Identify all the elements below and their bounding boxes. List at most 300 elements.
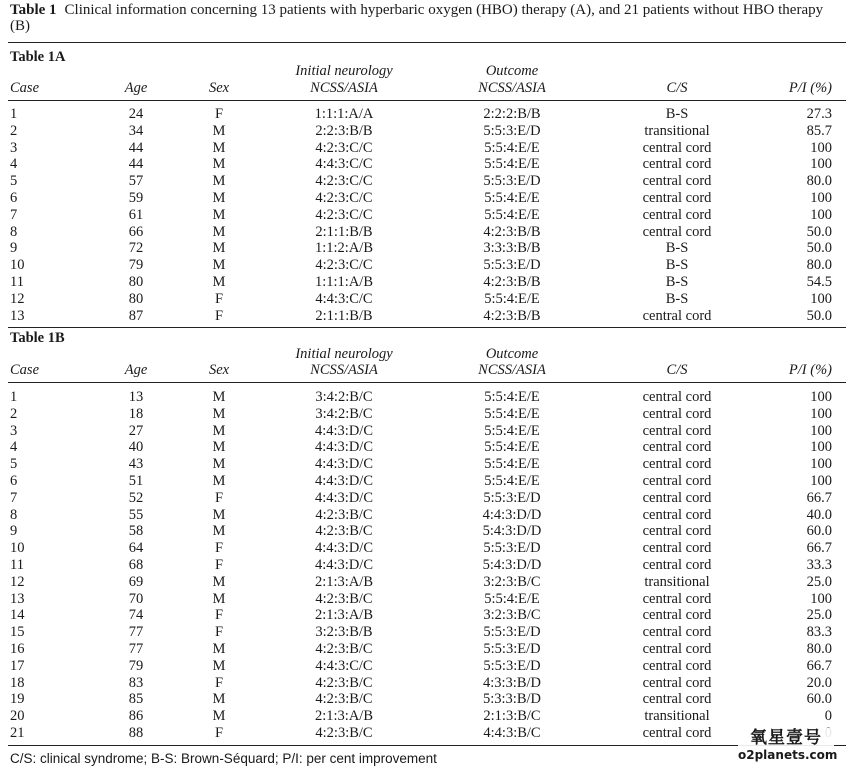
cell-case: 16 xyxy=(10,640,25,657)
cell-age: 77 xyxy=(128,624,144,641)
cell-cs: central cord xyxy=(642,472,712,489)
cell-sex: M xyxy=(212,472,226,489)
cell-case: 5 xyxy=(10,456,18,473)
header-initial-scale: NCSS/ASIA xyxy=(310,362,378,378)
cell-cs: transitional xyxy=(644,708,710,725)
table-row xyxy=(0,725,853,742)
cell-outcome: 5:5:3:E/D xyxy=(483,640,541,657)
cell-case: 6 xyxy=(10,189,18,206)
table-row xyxy=(0,675,853,692)
cell-pi: 100 xyxy=(810,206,832,223)
cell-cs: central cord xyxy=(642,422,712,439)
cell-age: 64 xyxy=(128,540,144,557)
cell-sex: M xyxy=(212,456,226,473)
cell-initial: 4:4:3:C/C xyxy=(315,156,373,173)
cell-cs: central cord xyxy=(642,439,712,456)
cell-age: 79 xyxy=(128,657,144,674)
footnote: C/S: clinical syndrome; B-S: Brown-Séquard; P/I: per cent improvement xyxy=(10,751,437,766)
cell-outcome: 4:4:3:B/C xyxy=(483,724,541,741)
cell-pi: 66.7 xyxy=(806,540,832,557)
cell-initial: 2:1:3:A/B xyxy=(314,708,374,725)
cell-initial: 4:2:3:B/C xyxy=(315,640,373,657)
cell-pi: 25.0 xyxy=(806,573,832,590)
cell-cs: central cord xyxy=(642,506,712,523)
cell-initial: 4:2:3:B/C xyxy=(315,590,373,607)
table-bottom-rule xyxy=(8,745,846,746)
cell-age: 44 xyxy=(128,139,144,156)
cell-cs: central cord xyxy=(642,206,712,223)
header-pi: P/I (%) xyxy=(788,80,832,96)
table-row xyxy=(0,123,853,140)
cell-cs: central cord xyxy=(642,307,712,324)
cell-sex: M xyxy=(212,189,226,206)
cell-outcome: 5:3:3:B/D xyxy=(482,691,542,708)
table-row xyxy=(0,140,853,157)
cell-cs: central cord xyxy=(642,156,712,173)
table-row xyxy=(0,607,853,624)
cell-outcome: 5:5:4:E/E xyxy=(484,590,540,607)
cell-sex: M xyxy=(212,223,226,240)
top-rule xyxy=(8,42,846,43)
cell-outcome: 5:5:3:E/D xyxy=(483,624,541,641)
table-row xyxy=(0,591,853,608)
cell-outcome: 5:5:4:E/E xyxy=(484,472,540,489)
cell-initial: 3:4:2:B/C xyxy=(315,389,373,405)
cell-outcome: 2:2:2:B/B xyxy=(483,106,541,122)
cell-case: 7 xyxy=(10,206,18,223)
cell-case: 12 xyxy=(10,573,25,590)
cell-sex: F xyxy=(214,307,224,324)
cell-outcome: 3:2:3:B/C xyxy=(483,607,541,624)
cell-initial: 2:1:1:B/B xyxy=(315,223,373,240)
cell-cs: B-S xyxy=(665,290,689,307)
cell-sex: M xyxy=(212,257,226,274)
cell-age: 57 xyxy=(128,173,144,190)
cell-case: 18 xyxy=(10,674,25,691)
cell-case: 21 xyxy=(10,724,25,741)
table-row xyxy=(0,173,853,190)
cell-pi: 25.0 xyxy=(806,607,832,624)
table-row xyxy=(0,490,853,507)
header-sex: Sex xyxy=(208,80,230,96)
table-caption xyxy=(10,2,845,34)
cell-sex: F xyxy=(214,290,224,307)
cell-cs: central cord xyxy=(642,724,712,741)
table-row xyxy=(0,641,853,658)
cell-age: 88 xyxy=(128,724,144,741)
cell-initial: 1:1:2:A/B xyxy=(314,240,374,257)
header-pi: P/I (%) xyxy=(788,362,832,378)
cell-sex: M xyxy=(212,240,226,257)
cell-age: 52 xyxy=(128,489,144,506)
cell-sex: M xyxy=(212,405,226,422)
cell-case: 10 xyxy=(10,540,25,557)
table-row xyxy=(0,540,853,557)
cell-sex: M xyxy=(212,206,226,223)
cell-pi: 100 xyxy=(810,590,832,607)
table-1a-header-rule xyxy=(8,100,846,101)
cell-outcome: 3:2:3:B/C xyxy=(483,573,541,590)
cell-initial: 4:2:3:C/C xyxy=(315,189,373,206)
cell-cs: central cord xyxy=(642,405,712,422)
cell-outcome: 5:5:3:E/D xyxy=(483,489,541,506)
cell-age: 59 xyxy=(128,189,144,206)
cell-case: 2 xyxy=(10,122,18,139)
cell-pi: 80.0 xyxy=(806,257,832,274)
header-initial-neurology: Initial neurology xyxy=(295,346,393,362)
cell-sex: M xyxy=(212,139,226,156)
cell-cs: central cord xyxy=(642,456,712,473)
cell-initial: 4:2:3:C/C xyxy=(315,257,373,274)
cell-case: 1 xyxy=(10,106,18,122)
cell-age: 86 xyxy=(128,708,144,725)
cell-sex: M xyxy=(212,708,226,725)
cell-outcome: 5:5:3:E/D xyxy=(483,173,541,190)
cell-age: 27 xyxy=(128,422,144,439)
cell-cs: central cord xyxy=(642,674,712,691)
cell-case: 8 xyxy=(10,223,18,240)
cell-outcome: 3:3:3:B/B xyxy=(483,240,541,257)
cell-initial: 4:2:3:B/C xyxy=(315,724,373,741)
cell-initial: 4:2:3:B/C xyxy=(315,506,373,523)
header-age: Age xyxy=(124,80,148,96)
table-row xyxy=(0,291,853,308)
cell-initial: 4:4:3:D/C xyxy=(314,540,374,557)
cell-pi: 100 xyxy=(810,472,832,489)
cell-initial: 1:1:1:A/A xyxy=(314,106,374,122)
cell-case: 4 xyxy=(10,439,18,456)
table-1b-header-rule xyxy=(8,382,846,383)
cell-outcome: 5:5:4:E/E xyxy=(484,405,540,422)
cell-age: 66 xyxy=(128,223,144,240)
cell-cs: central cord xyxy=(642,624,712,641)
cell-cs: central cord xyxy=(642,223,712,240)
table-row xyxy=(0,507,853,524)
header-outcome-scale: NCSS/ASIA xyxy=(478,362,546,378)
cell-outcome: 4:2:3:B/B xyxy=(483,223,541,240)
cell-age: 44 xyxy=(128,156,144,173)
watermark-chinese: 氧星壹号 xyxy=(750,728,822,748)
cell-pi: 60.0 xyxy=(806,523,832,540)
header-initial-neurology: Initial neurology xyxy=(295,63,393,79)
cell-age: 61 xyxy=(128,206,144,223)
watermark-url: o2planets.com xyxy=(738,748,838,762)
cell-initial: 2:1:3:A/B xyxy=(314,573,374,590)
cell-pi: 100 xyxy=(810,422,832,439)
table-1b-title: Table 1B xyxy=(10,330,65,346)
table-row xyxy=(0,574,853,591)
cell-case: 3 xyxy=(10,422,18,439)
cell-outcome: 4:2:3:B/B xyxy=(483,273,541,290)
cell-age: 87 xyxy=(128,307,144,324)
table-row xyxy=(0,156,853,173)
cell-age: 13 xyxy=(128,389,144,405)
cell-initial: 4:2:3:B/C xyxy=(315,523,373,540)
cell-sex: M xyxy=(212,523,226,540)
cell-sex: F xyxy=(214,607,224,624)
cell-age: 72 xyxy=(128,240,144,257)
cell-cs: central cord xyxy=(642,173,712,190)
table-row xyxy=(0,658,853,675)
cell-outcome: 5:5:4:E/E xyxy=(484,139,540,156)
cell-outcome: 5:5:4:E/E xyxy=(484,439,540,456)
cell-cs: central cord xyxy=(642,607,712,624)
cell-cs: transitional xyxy=(644,122,710,139)
cell-initial: 1:1:1:A/B xyxy=(314,273,374,290)
cell-pi: 80.0 xyxy=(806,640,832,657)
cell-cs: central cord xyxy=(642,523,712,540)
table-row xyxy=(0,708,853,725)
table-row xyxy=(0,308,853,325)
cell-initial: 4:4:3:D/C xyxy=(314,556,374,573)
cell-age: 58 xyxy=(128,523,144,540)
cell-case: 11 xyxy=(10,273,24,290)
table-row xyxy=(0,423,853,440)
cell-pi: 20.0 xyxy=(806,674,832,691)
cell-cs: central cord xyxy=(642,489,712,506)
cell-sex: M xyxy=(212,389,226,405)
cell-case: 14 xyxy=(10,607,25,624)
cell-initial: 4:2:3:C/C xyxy=(315,173,373,190)
cell-outcome: 2:1:3:B/C xyxy=(483,708,541,725)
cell-case: 15 xyxy=(10,624,25,641)
table-row xyxy=(0,557,853,574)
cell-age: 69 xyxy=(128,573,144,590)
cell-cs: central cord xyxy=(642,139,712,156)
cell-sex: M xyxy=(212,590,226,607)
cell-outcome: 4:2:3:B/B xyxy=(483,307,541,324)
cell-pi: 80.0 xyxy=(806,173,832,190)
cell-age: 80 xyxy=(128,273,144,290)
cell-cs: central cord xyxy=(642,389,712,405)
cell-pi: 100 xyxy=(810,439,832,456)
cell-pi: 0 xyxy=(824,708,832,725)
cell-age: 85 xyxy=(128,691,144,708)
cell-cs: central cord xyxy=(642,590,712,607)
cell-sex: M xyxy=(212,691,226,708)
cell-case: 13 xyxy=(10,590,25,607)
cell-pi: 40.0 xyxy=(806,506,832,523)
table-row xyxy=(0,523,853,540)
cell-initial: 4:4:3:C/C xyxy=(315,657,373,674)
table-row xyxy=(0,456,853,473)
cell-case: 9 xyxy=(10,523,18,540)
cell-case: 11 xyxy=(10,556,24,573)
cell-outcome: 5:5:3:E/D xyxy=(483,540,541,557)
cell-case: 13 xyxy=(10,307,25,324)
cell-age: 18 xyxy=(128,405,144,422)
cell-sex: M xyxy=(212,422,226,439)
cell-outcome: 4:4:3:D/D xyxy=(482,506,542,523)
cell-age: 51 xyxy=(128,472,144,489)
caption-text: Clinical information concerning 13 patients with hyperbaric oxygen (HBO) therapy (A), and 21 patients without HBO therapy (B) xyxy=(10,2,824,34)
cell-case: 1 xyxy=(10,389,18,405)
cell-age: 68 xyxy=(128,556,144,573)
cell-outcome: 5:5:4:E/E xyxy=(484,389,540,405)
cell-case: 17 xyxy=(10,657,25,674)
cell-initial: 4:2:3:C/C xyxy=(315,139,373,156)
cell-initial: 4:4:3:D/C xyxy=(314,472,374,489)
table-row xyxy=(0,207,853,224)
cell-outcome: 4:3:3:B/D xyxy=(482,674,542,691)
cell-age: 40 xyxy=(128,439,144,456)
cell-cs: central cord xyxy=(642,640,712,657)
table-row xyxy=(0,240,853,257)
table-row xyxy=(0,257,853,274)
cell-sex: F xyxy=(214,489,224,506)
cell-case: 4 xyxy=(10,156,18,173)
cell-pi: 100 xyxy=(810,405,832,422)
cell-pi: 27.3 xyxy=(806,106,832,122)
cell-case: 8 xyxy=(10,506,18,523)
cell-initial: 2:1:1:B/B xyxy=(315,307,373,324)
cell-sex: F xyxy=(214,724,224,741)
cell-initial: 3:4:2:B/C xyxy=(315,405,373,422)
header-case: Case xyxy=(10,362,39,378)
cell-age: 83 xyxy=(128,674,144,691)
cell-case: 20 xyxy=(10,708,25,725)
table-1b-body xyxy=(0,389,853,742)
table-row xyxy=(0,224,853,241)
cell-sex: M xyxy=(212,273,226,290)
header-initial-scale: NCSS/ASIA xyxy=(310,80,378,96)
cell-initial: 3:2:3:B/B xyxy=(315,624,373,641)
cell-outcome: 5:5:4:E/E xyxy=(484,156,540,173)
cell-pi: 60.0 xyxy=(806,691,832,708)
table-row xyxy=(0,106,853,123)
cell-sex: M xyxy=(212,573,226,590)
cell-case: 3 xyxy=(10,139,18,156)
header-outcome-scale: NCSS/ASIA xyxy=(478,80,546,96)
cell-case: 9 xyxy=(10,240,18,257)
cell-outcome: 5:4:3:D/D xyxy=(482,523,542,540)
cell-case: 10 xyxy=(10,257,25,274)
cell-pi: 50.0 xyxy=(806,240,832,257)
cell-cs: B-S xyxy=(665,240,689,257)
cell-case: 12 xyxy=(10,290,25,307)
cell-initial: 4:4:3:C/C xyxy=(315,290,373,307)
cell-case: 5 xyxy=(10,173,18,190)
cell-outcome: 5:5:4:E/E xyxy=(484,206,540,223)
header-sex: Sex xyxy=(208,362,230,378)
cell-initial: 4:2:3:B/C xyxy=(315,691,373,708)
cell-sex: F xyxy=(214,674,224,691)
cell-cs: central cord xyxy=(642,189,712,206)
cell-sex: F xyxy=(214,106,224,122)
cell-pi: 66.7 xyxy=(806,657,832,674)
cell-age: 34 xyxy=(128,122,144,139)
cell-outcome: 5:5:4:E/E xyxy=(484,422,540,439)
cell-age: 79 xyxy=(128,257,144,274)
cell-cs: B-S xyxy=(665,106,689,122)
cell-outcome: 5:4:3:D/D xyxy=(482,556,542,573)
cell-sex: M xyxy=(212,173,226,190)
header-case: Case xyxy=(10,80,39,96)
table-row xyxy=(0,624,853,641)
cell-cs: B-S xyxy=(665,273,689,290)
cell-outcome: 5:5:3:E/D xyxy=(483,257,541,274)
table-1a-body xyxy=(0,106,853,324)
cell-age: 24 xyxy=(128,106,144,122)
cell-age: 80 xyxy=(128,290,144,307)
cell-age: 77 xyxy=(128,640,144,657)
table-row xyxy=(0,190,853,207)
cell-cs: central cord xyxy=(642,540,712,557)
cell-sex: F xyxy=(214,624,224,641)
cell-case: 2 xyxy=(10,405,18,422)
cell-outcome: 5:5:4:E/E xyxy=(484,189,540,206)
header-cs: C/S xyxy=(666,80,688,96)
cell-case: 19 xyxy=(10,691,25,708)
cell-pi: 100 xyxy=(810,189,832,206)
table-row xyxy=(0,473,853,490)
cell-pi: 100 xyxy=(810,139,832,156)
cell-initial: 4:2:3:C/C xyxy=(315,206,373,223)
watermark-logo xyxy=(738,728,838,768)
cell-pi: 100 xyxy=(810,290,832,307)
cell-age: 74 xyxy=(128,607,144,624)
cell-outcome: 5:5:3:E/D xyxy=(483,657,541,674)
cell-sex: M xyxy=(212,156,226,173)
cell-sex: F xyxy=(214,540,224,557)
cell-initial: 4:2:3:B/C xyxy=(315,674,373,691)
cell-age: 43 xyxy=(128,456,144,473)
cell-initial: 4:4:3:D/C xyxy=(314,439,374,456)
table-row xyxy=(0,389,853,406)
header-outcome: Outcome xyxy=(485,346,539,362)
cell-initial: 2:2:3:B/B xyxy=(315,122,373,139)
cell-pi: 54.5 xyxy=(806,273,832,290)
cell-pi: 100 xyxy=(810,389,832,405)
header-age: Age xyxy=(124,362,148,378)
cell-pi: 100 xyxy=(810,156,832,173)
cell-pi: 100 xyxy=(810,456,832,473)
cell-pi: 66.7 xyxy=(806,489,832,506)
table-1a-bottom-rule xyxy=(8,327,846,328)
cell-pi: 85.7 xyxy=(806,122,832,139)
cell-sex: M xyxy=(212,439,226,456)
table-row xyxy=(0,274,853,291)
cell-cs: B-S xyxy=(665,257,689,274)
cell-pi: 33.3 xyxy=(806,556,832,573)
header-cs: C/S xyxy=(666,362,688,378)
cell-pi: 83.3 xyxy=(806,624,832,641)
cell-outcome: 5:5:3:E/D xyxy=(483,122,541,139)
cell-cs: central cord xyxy=(642,556,712,573)
table-row xyxy=(0,406,853,423)
cell-outcome: 5:5:4:E/E xyxy=(484,456,540,473)
caption-label: Table 1 xyxy=(10,2,57,18)
cell-sex: M xyxy=(212,640,226,657)
cell-case: 6 xyxy=(10,472,18,489)
table-row xyxy=(0,439,853,456)
cell-sex: F xyxy=(214,556,224,573)
cell-initial: 4:4:3:D/C xyxy=(314,456,374,473)
cell-cs: transitional xyxy=(644,573,710,590)
cell-case: 7 xyxy=(10,489,18,506)
header-outcome: Outcome xyxy=(485,63,539,79)
cell-age: 70 xyxy=(128,590,144,607)
cell-sex: M xyxy=(212,122,226,139)
cell-initial: 4:4:3:D/C xyxy=(314,489,374,506)
cell-pi: 50.0 xyxy=(806,223,832,240)
cell-cs: central cord xyxy=(642,657,712,674)
cell-outcome: 5:5:4:E/E xyxy=(484,290,540,307)
cell-cs: central cord xyxy=(642,691,712,708)
cell-initial: 2:1:3:A/B xyxy=(314,607,374,624)
cell-sex: M xyxy=(212,657,226,674)
cell-initial: 4:4:3:D/C xyxy=(314,422,374,439)
